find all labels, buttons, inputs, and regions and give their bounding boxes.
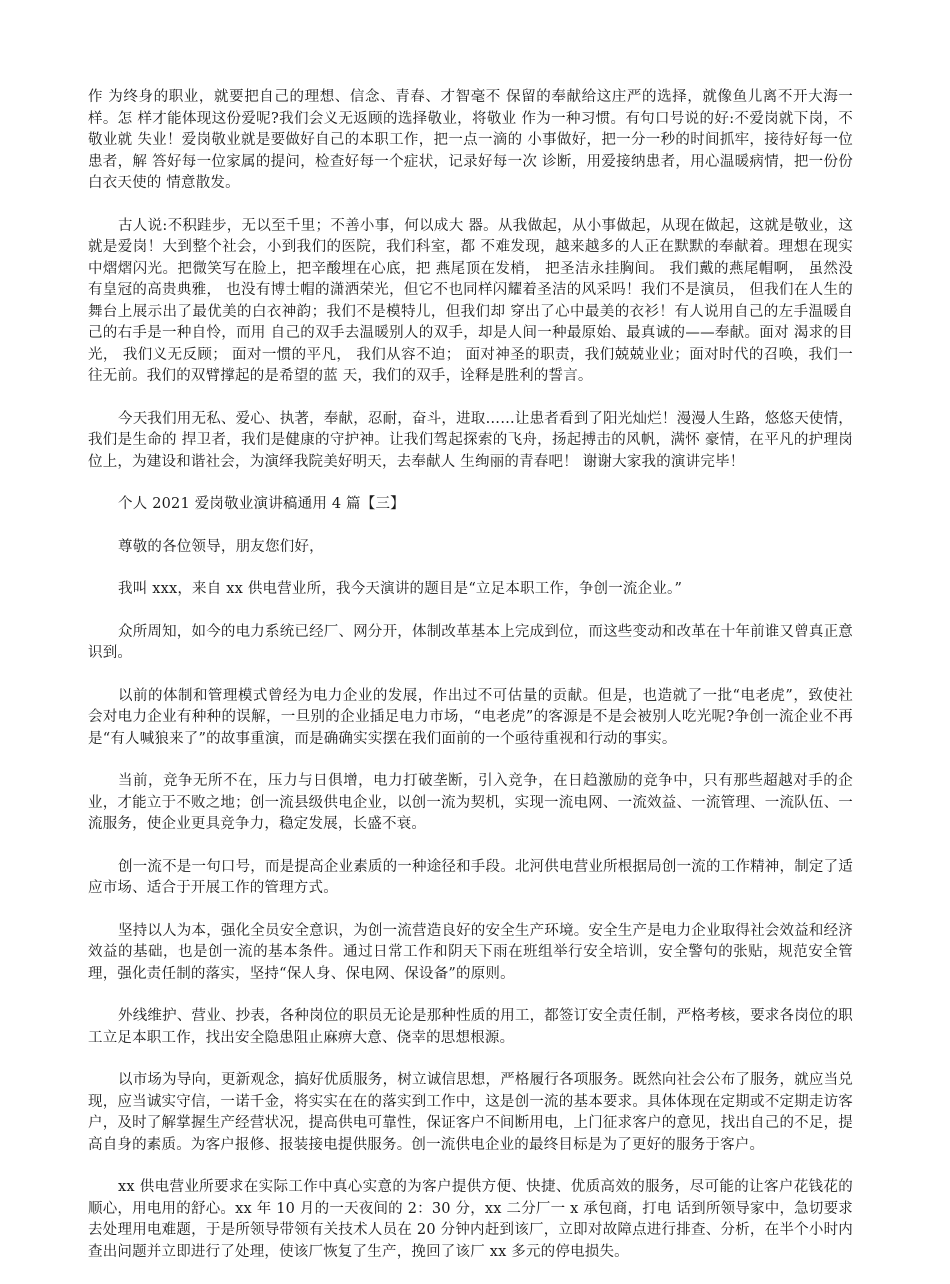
paragraph: 外线维护、营业、抄表，各种岗位的职员无论是那种性质的用工，都签订安全责任制，严格考核，要求各岗位的职工立足本职工作，找出安全隐患阻止麻痹大意、侥幸的思想根源。 <box>88 1008 853 1046</box>
document-page <box>88 87 853 1284</box>
paragraph: 以市场为导向，更新观念，搞好优质服务，树立诚信思想，严格履行各项服务。既然向社会公布了服务，就应当兑现，应当诚实守信，一诺千金，将实实在在的落实到工作中，这是创一流的基本要求。具体体现在定期或不定期走访客户，及时了解掌握生产经营状况，提高供电可靠性，保证客户不间断用电，上门征求客户的意见，找出自己的不足，提高自身的素质。为客户报修、报装接电提供服务。创一流供电企业的最终目标是为了更好的服务于客户。 <box>88 1072 853 1153</box>
paragraph-greeting: 尊敬的各位领导，朋友您们好， <box>118 538 324 555</box>
paragraph-continuation: 作 为终身的职业，就要把自己的理想、信念、青春、才智毫不 保留的奉献给这庄严的选择，就像鱼儿离不开大海一样。怎 样才能体现这份爱呢?我们会义无返顾的选择敬业，将敬业 作为一种习惯。有句口号说的好:不爱岗就下岗，不敬业就 失业！爱岗敬业就是要做好自己的本职工作，把一点一滴的 小事做好，把一分一秒的时间抓牢，接待好每一位患者，解 答好每一位家属的提问，检查好每一个症状，记录好每一次 诊断，用爱接纳患者，用心温暖病情，把一份份白衣天使的 情意散发。 <box>88 89 853 191</box>
paragraph: xx 供电营业所要求在实际工作中真心实意的为客户提供方便、快捷、优质高效的服务，尽可能的让客户花钱花的顺心，用电用的舒心。xx 年 10 月的一天夜间的 2：30 分，xx 二分厂一 x 承包商，打电 话到所领导家中，急切要求去处理用电难题，于是所领导带领有关技术人员在 20 分钟内赶到该厂，立即对故障点进行排查、分析，在半个小时内查出问题并立即进行了处理，使该厂恢复了生产，挽回了该厂 xx 多元的停电损失。 <box>88 1179 853 1260</box>
paragraph: 坚持以人为本，强化全员安全意识，为创一流营造良好的安全生产环境。安全生产是电力企业取得社会效益和经济效益的基础，也是创一流的基本条件。通过日常工作和阴天下雨在班组举行安全培训，安全警句的张贴，规范安全管理，强化责任制的落实，坚持“保人身、保电网、保设备”的原则。 <box>88 922 853 982</box>
paragraph: 古人说:不积跬步，无以至千里；不善小事，何以成大 器。从我做起，从小事做起，从现在做起，这就是敬业，这 就是爱岗！大到整个社会，小到我们的医院，我们科室，都 不难发现，越来越多的人正在默默的奉献着。理想在现实中熠熠闪光。把微笑写在脸上，把辛酸埋在心底，把 燕尾顶在发梢， 把圣洁永挂胸间。 我们戴的燕尾帽啊， 虽然没有皇冠的高贵典雅， 也没有博士帽的潇洒荣光，但它不也同样闪耀着圣洁的风采吗！我们不是演员， 但我们在人生的舞台上展示出了最优美的白衣神韵；我们不是模特儿，但我们却 穿出了心中最美的衣衫！有人说用自己的左手温暖自己的右手是一种自怜，而用 自己的双手去温暖别人的双手，却是人间一种最原始、最真诚的——奉献。面对 渴求的目光， 我们义无反顾； 面对一惯的平凡， 我们从容不迫； 面对神圣的职责，我们兢兢业业；面对时代的召唤，我们一往无前。我们的双臂撑起的是希望的蓝 天，我们的双手，诠释是胜利的誓言。 <box>88 217 853 384</box>
paragraph: 当前，竞争无所不在，压力与日俱增，电力打破垄断，引入竞争，在日趋激励的竞争中，只有那些超越对手的企业，才能立于不败之地；创一流县级供电企业，以创一流为契机，实现一流电网、一流效益、一流管理、一流队伍、一流服务，使企业更具竞争力，稳定发展，长盛不衰。 <box>88 773 853 832</box>
paragraph: 创一流不是一句口号，而是提高企业素质的一种途径和手段。北河供电营业所根据局创一流的工作精神，制定了适应市场、适合于开展工作的管理方式。 <box>88 858 853 896</box>
paragraph: 今天我们用无私、爱心、执著，奉献，忍耐，奋斗，进取……让患者看到了阳光灿烂！漫漫人生路，悠悠天使情，我们是生命的 捍卫者，我们是健康的守护神。让我们驾起探索的飞舟，扬起搏击的风帆，满怀 豪情，在平凡的护理岗位上，为建设和谐社会，为演绎我院美好明天，去奉献人 生绚丽的青春吧！ 谢谢大家我的演讲完毕！ <box>88 410 853 470</box>
paragraph: 以前的体制和管理模式曾经为电力企业的发展，作出过不可估量的贡献。但是，也造就了一批“电老虎”，致使社会对电力企业有种种的误解，一旦别的企业插足电力市场，“电老虎”的客源是不是会被别人吃光呢?争创一流企业不再是“有人喊狼来了”的故事重演，而是确确实实摆在我们面前的一个亟待重视和行动的事实。 <box>88 687 853 747</box>
paragraph: 我叫 xxx，来自 xx 供电营业所，我今天演讲的题目是“立足本职工作，争创一流企业。” <box>118 581 683 597</box>
section-heading: 个人 2021 爱岗敬业演讲稿通用 4 篇【三】 <box>118 496 405 512</box>
paragraph: 众所周知，如今的电力系统已经厂、网分开，体制改革基本上完成到位，而这些变动和改革在十年前谁又曾真正意识到。 <box>88 623 853 661</box>
